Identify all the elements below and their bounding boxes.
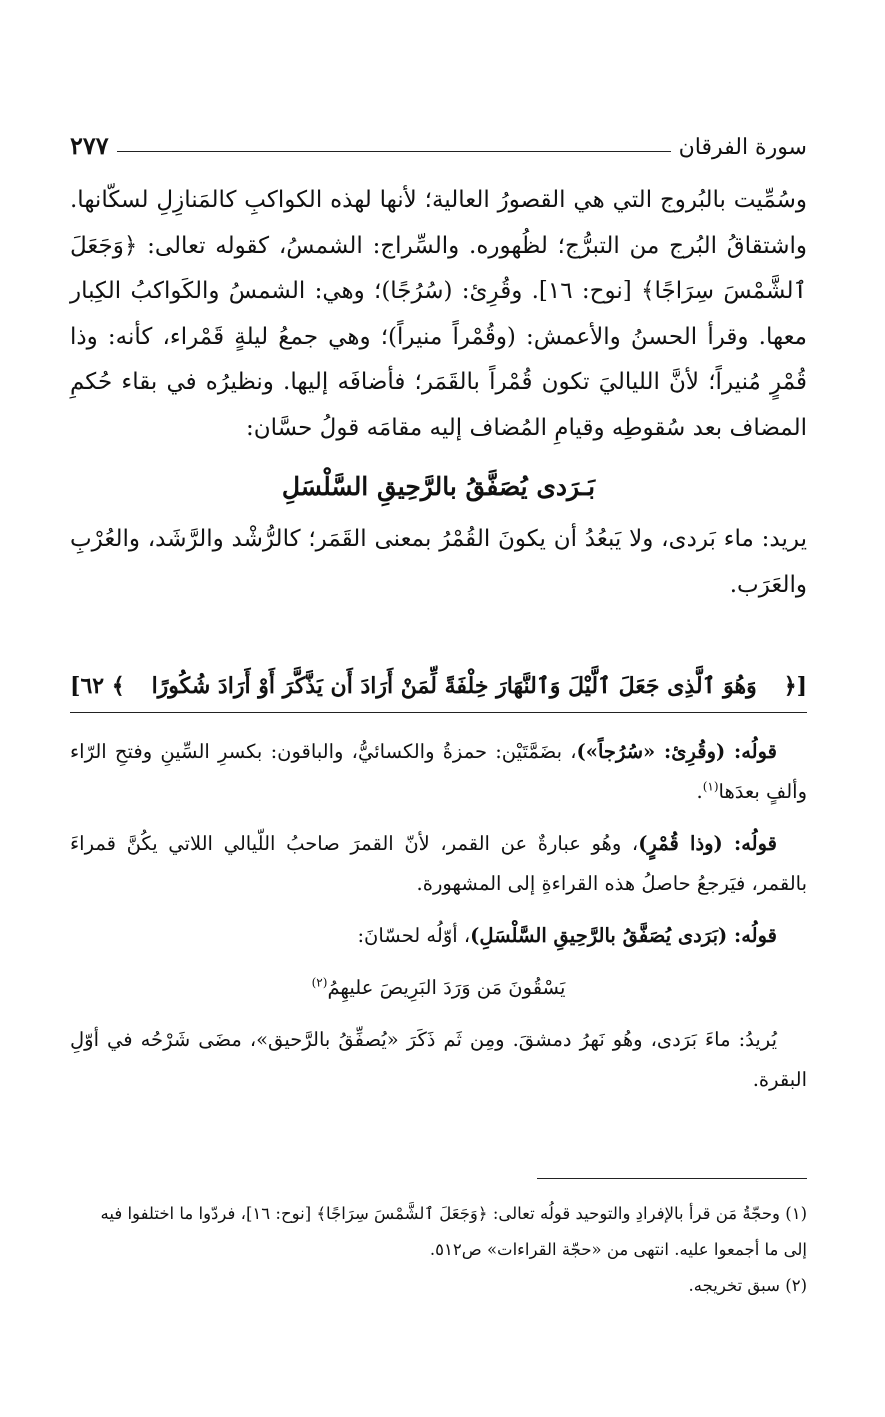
poetry-verse: بَـرَدى يُصَفَّقُ بالرَّحِيقِ السَّلْسَلِ xyxy=(281,472,596,501)
page-number: ٢٧٧ xyxy=(70,131,109,160)
commentary-2-lead: قولُه: (وذا قُمْرٍ) xyxy=(638,832,777,855)
quran-verse-text: وَهُوَ ٱلَّذِى جَعَلَ ٱلَّيْلَ وَٱلنَّهَارَ خِلْفَةً لِّمَنْ أَرَادَ أَن يَذَّكَّرَ أَوْ أَرَادَ شُكُورًا xyxy=(151,673,757,699)
main-paragraph-1: وسُمِّيت بالبُروج التي هي القصورُ العالية؛ لأنها لهذه الكواكبِ كالمَنازِلِ لسكّانها. واشتقاقُ البُرج من التبرُّج؛ لظُهوره. والسِّراج: الشمسُ، كقوله تعالى: ﴿وَجَعَلَ ٱلشَّمْسَ سِرَاجًا﴾ [نوح: ١٦]. وقُرِئ: (سُرُجًا)؛ وهي: الشمسُ والكَواكبُ الكِبار معها. وقرأ الحسنُ والأعمش: (وقُمْراً منيراً)؛ وهي جمعُ ليلةٍ قَمْراء، كأنه: وذا قُمْرٍ مُنيراً؛ لأنَّ اللياليَ تكون قُمْراً بالقَمَر؛ فأضافَه إليها. ونظيرُه في بقاء حُكمِ المضاف بعد سُقوطِه وقيامِ المُضاف إليه مقامَه قولُ حسَّان: xyxy=(70,187,807,441)
footnote-1-line-1: (١) وحجّةُ مَن قرأ بالإفرادِ والتوحيد قولُه تعالى: ﴿وَجَعَلَ ٱلشَّمْسَ سِرَاجًا﴾ [نوح: ١٦]، فردّوا ما اختلفوا فيه xyxy=(100,1204,807,1223)
commentary-3-text: ، أوّلُه لحسّانَ: xyxy=(357,924,471,947)
surah-title: سورة الفرقان xyxy=(678,135,807,160)
commentary-1-end: . xyxy=(696,780,703,803)
commentary-1-lead: قولُه: (وقُرِئ: «سُرُجاً») xyxy=(576,740,777,763)
commentary-4: يُريدُ: ماءَ بَرَدى، وهُو نَهرُ دمشقَ. ومِن ثَم ذَكَرَ «يُصفِّقُ بالرَّحيق»، مضَى شَرْحُه في أوّلِ البقرة. xyxy=(70,1028,807,1091)
commentary-2-text: ، وهُو عبارةٌ عن القمر، لأنّ القمرَ صاحبُ اللّيالي اللاتي يكُنَّ قمراءَ بالقمر، فيَرجعُ حاصلُ هذه القراءةِ إلى المشهورة. xyxy=(70,832,807,895)
main-text xyxy=(70,178,807,608)
page-header xyxy=(70,120,807,160)
quran-open-bracket: [﴿ xyxy=(783,673,807,699)
commentary-section xyxy=(70,732,807,1112)
commentary-1-text: ، بضَمَّتَيْن: حمزةُ والكسائيُّ، والباقون: بكسرِ السِّينِ وفتحِ الرّاء وألفٍ بعدَها xyxy=(70,740,807,803)
footnote-divider xyxy=(537,1178,807,1179)
commentary-2 xyxy=(70,824,807,904)
main-paragraph-2: يريد: ماء بَردى، ولا يَبعُدُ أن يكونَ القُمْرُ بمعنى القَمَر؛ كالرُّشْد والرَّشَد، والعُرْبِ والعَرَب. xyxy=(70,526,807,598)
quran-close-bracket: ﴾ ٦٢] xyxy=(70,673,125,699)
commentary-3 xyxy=(70,916,807,956)
footnote-1-line-2: إلى ما أجمعوا عليه. انتهى من «حجّة القراءات» ص٥١٢. xyxy=(429,1240,807,1259)
commentary-3-verse-text: يَسْقُونَ مَن وَرَدَ البَرِيصَ عليهِمُ xyxy=(327,976,566,999)
verse-divider xyxy=(70,712,807,713)
quran-verse-62 xyxy=(70,664,807,708)
header-rule xyxy=(117,151,671,152)
commentary-3-verse xyxy=(70,968,807,1008)
commentary-1 xyxy=(70,732,807,812)
commentary-3-lead: قولُه: (بَرَدى يُصَفَّقُ بالرَّحِيقِ السَّلْسَلِ) xyxy=(470,924,777,947)
footnote-ref-2[interactable]: (٢) xyxy=(311,975,328,990)
footnote-ref-1[interactable]: (١) xyxy=(702,779,719,794)
footnotes xyxy=(70,1196,807,1304)
footnote-2: (٢) سبق تخريجه. xyxy=(688,1276,807,1295)
